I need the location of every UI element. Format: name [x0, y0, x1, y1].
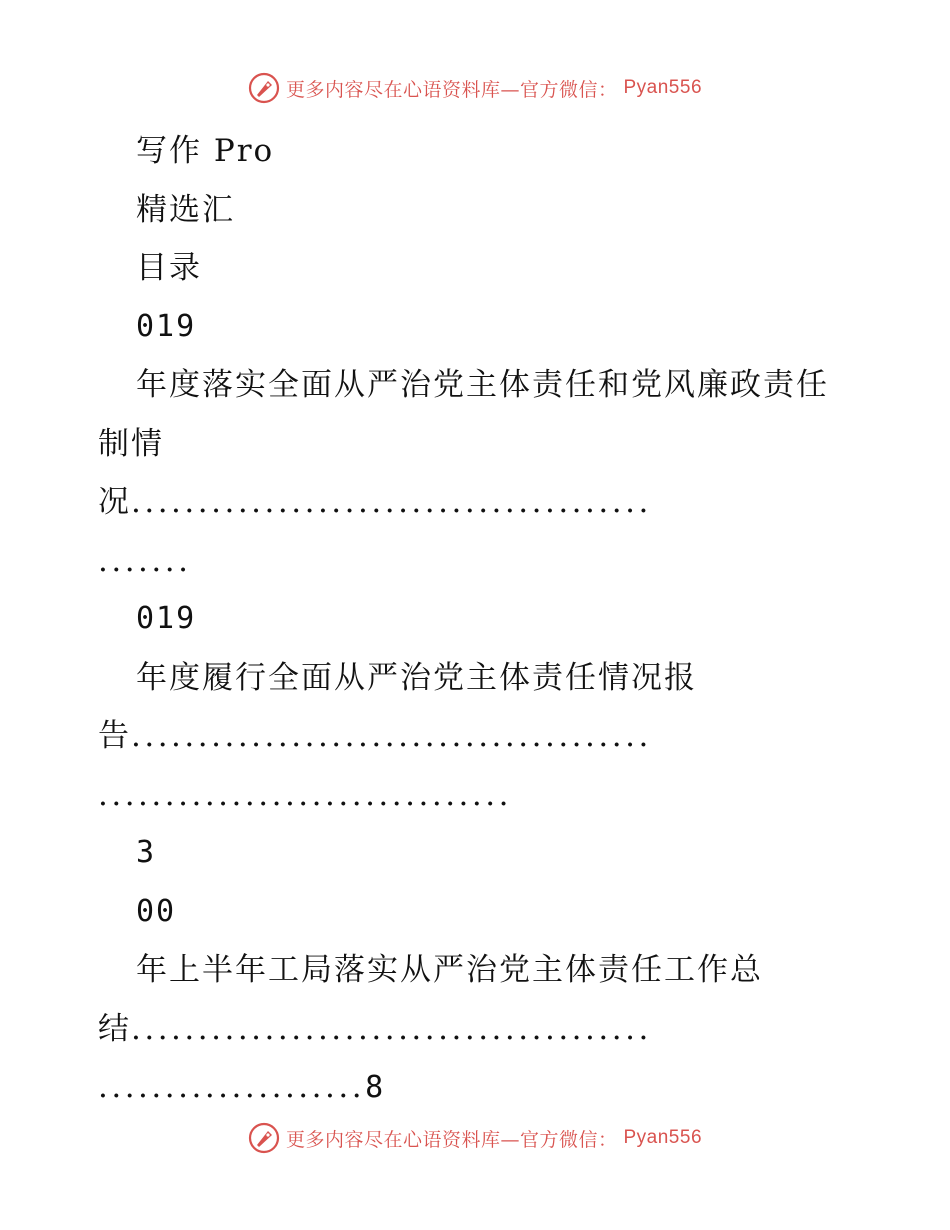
toc-entry-last-char: 结 — [98, 1010, 131, 1047]
toc-entry-leader-cont — [98, 766, 858, 825]
toc-leader-dots: ....................................... — [131, 718, 652, 754]
banner-wechat-id: Pyan556 — [623, 77, 703, 98]
toc-entry-leader — [98, 473, 858, 532]
toc-entry-year: 00 — [136, 893, 177, 929]
toc-entry-leader-cont — [98, 532, 858, 591]
toc-entry-year: 019 — [136, 601, 197, 636]
banner-text: 更多内容尽在心语资料库—官方微信： — [285, 78, 618, 101]
toc-entry-title: 年上半年工局落实从严治党主体责任工作总 — [136, 952, 763, 988]
header-banner — [0, 72, 950, 104]
toc-leader-dots: ....... — [98, 542, 192, 579]
toc-entry-title: 年度履行全面从严治党主体责任情况报 — [136, 659, 697, 696]
toc-entry-year: 019 — [136, 308, 197, 344]
toc-leader-dots: .................... — [98, 1069, 366, 1105]
collection-line: 精选汇 — [136, 191, 235, 228]
banner-wechat-id: Pyan556 — [623, 1127, 703, 1148]
toc-entry-title-cont: 制情 — [98, 425, 164, 462]
toc-entry-leader — [98, 707, 858, 766]
brand-line: 写作 Pro — [136, 133, 275, 169]
toc-leader-dots: ....................................... — [131, 484, 652, 520]
pen-nib-logo-icon — [248, 1122, 280, 1154]
toc-page-number: 8 — [365, 1070, 386, 1105]
toc-leader-dots: ....................................... — [131, 1010, 652, 1047]
toc-entry-title: 年度落实全面从严治党主体责任和党风廉政责任 — [136, 367, 829, 403]
toc-entry-leader — [98, 1000, 858, 1059]
footer-banner — [0, 1122, 950, 1154]
document-body — [98, 122, 858, 1117]
toc-entry-last-char: 况 — [98, 484, 131, 520]
toc-entry-last-char: 告 — [98, 718, 131, 754]
toc-title: 目录 — [136, 250, 202, 286]
banner-text: 更多内容尽在心语资料库—官方微信： — [285, 1128, 618, 1151]
toc-entry-leader-cont — [98, 1058, 858, 1117]
toc-page-number: 3 — [136, 835, 157, 870]
pen-nib-logo-icon — [248, 72, 280, 104]
toc-leader-dots: ............................... — [98, 776, 512, 813]
